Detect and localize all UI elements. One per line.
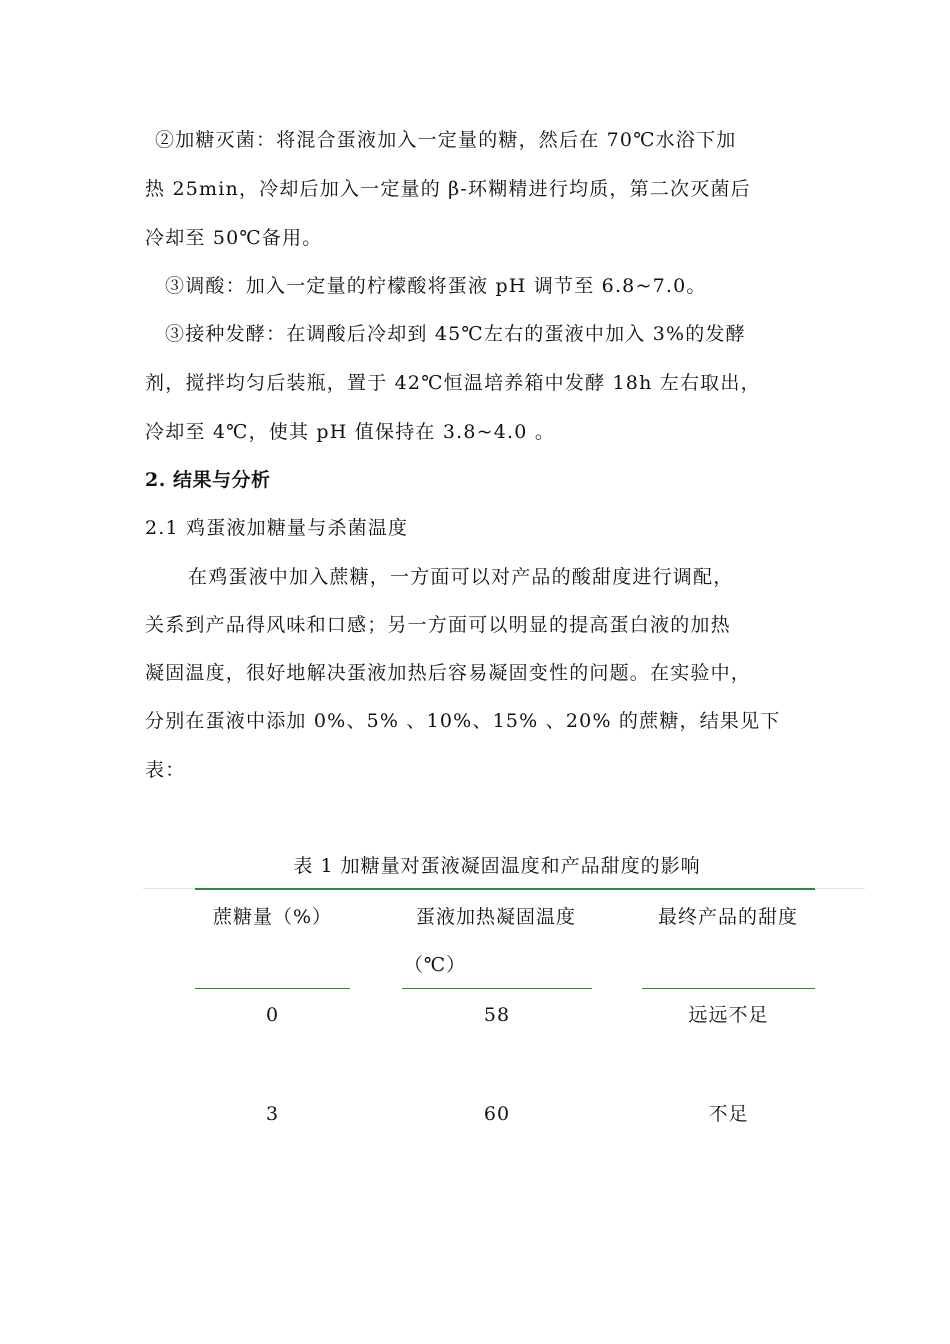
table-top-rule xyxy=(195,888,815,890)
header-sweetness: 最终产品的甜度 xyxy=(657,906,798,928)
table-cell: 不足 xyxy=(708,1103,749,1125)
table-cell: 0 xyxy=(265,1004,280,1026)
paragraph-line: 冷却至 4℃，使其 pH 值保持在 3.8~4.0 。 xyxy=(145,421,556,443)
paragraph-line: ③调酸：加入一定量的柠檬酸将蛋液 pH 调节至 6.8~7.0。 xyxy=(165,275,707,297)
header-coagulation-temp: 蛋液加热凝固温度 xyxy=(415,906,576,928)
section-heading: 2. 结果与分析 xyxy=(145,469,271,491)
table-cell: 远远不足 xyxy=(688,1004,769,1026)
paragraph-line: ③接种发酵：在调酸后冷却到 45℃左右的蛋液中加入 3%的发酵 xyxy=(165,323,746,345)
paragraph-line: ②加糖灭菌：将混合蛋液加入一定量的糖，然后在 70℃水浴下加 xyxy=(155,129,737,151)
subsection-heading: 2.1 鸡蛋液加糖量与杀菌温度 xyxy=(145,517,409,539)
header-underline xyxy=(195,988,350,989)
paragraph-line: 剂，搅拌均匀后装瓶，置于 42℃恒温培养箱中发酵 18h 左右取出， xyxy=(145,372,761,394)
paragraph-line: 分别在蛋液中添加 0%、5% 、10%、15% 、20% 的蔗糖，结果见下 xyxy=(145,710,781,732)
table-cell: 3 xyxy=(265,1103,280,1125)
paragraph-line: 热 25min，冷却后加入一定量的 β-环糊精进行均质，第二次灭菌后 xyxy=(145,178,751,200)
paragraph-line: 关系到产品得风味和口感；另一方面可以明显的提高蛋白液的加热 xyxy=(145,614,731,636)
table-cell: 60 xyxy=(483,1103,511,1125)
paragraph-line: 冷却至 50℃备用。 xyxy=(145,227,323,249)
header-underline xyxy=(642,988,815,989)
header-sugar-amount: 蔗糖量（%） xyxy=(212,906,333,928)
table-cell: 58 xyxy=(483,1004,511,1026)
paragraph-line: 在鸡蛋液中加入蔗糖，一方面可以对产品的酸甜度进行调配， xyxy=(188,566,734,588)
paragraph-line: 表： xyxy=(145,759,186,781)
paragraph-line: 凝固温度，很好地解决蛋液加热后容易凝固变性的问题。在实验中， xyxy=(145,662,752,684)
table-caption: 表 1 加糖量对蛋液凝固温度和产品甜度的影响 xyxy=(293,855,701,877)
header-coagulation-temp-unit: （℃） xyxy=(403,954,467,976)
header-underline xyxy=(402,988,592,989)
